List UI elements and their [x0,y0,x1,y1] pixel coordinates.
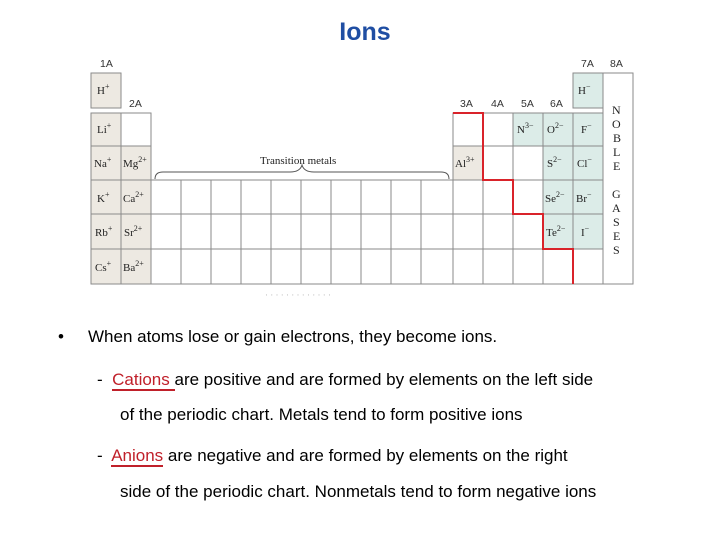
cropped-caption-fragment: · · · · · · · · · · · · · [265,290,331,298]
svg-text:E: E [613,229,621,243]
ion-cl: Cl− [577,155,592,170]
cations-text-2: of the periodic chart. Metals tend to form positive ions [120,405,523,424]
bullet-dot: • [58,327,64,346]
ion-o: $O^{2-}$ [547,121,564,136]
ion-k: K+ [97,190,110,205]
group-header-3a: 3A [460,98,473,110]
ion-al: $Al^{3+}$ [455,155,475,170]
ion-ba: $Ba^{2+}$ [123,259,144,274]
ion-f: F− [581,121,592,136]
group-header-7a: 7A [581,58,594,70]
ion-cs: Cs+ [95,259,112,274]
cations-text-1: are positive and are formed by elements on the left side [174,370,594,389]
anions-text-2: side of the periodic chart. Nonmetals tend to form negative ions [120,482,597,501]
ion-se: $Se^{2-}$ [545,190,565,205]
ion-sr: $Sr^{2+}$ [124,224,143,239]
ion-s: $S^{2-}$ [547,155,562,170]
ion-br: Br− [576,190,592,205]
svg-text:A: A [612,201,621,215]
svg-text:G: G [612,187,621,201]
ion-mg: $Mg^{2+}$ [123,155,147,170]
svg-text:S: S [613,243,620,257]
ion-i: I− [581,224,590,239]
bullet-text: When atoms lose or gain electrons, they become ions. [88,327,498,346]
cations-dash: - [97,370,103,389]
ion-na: Na+ [94,155,112,170]
ion-rb: Rb+ [95,224,113,239]
group-header-6a: 6A [550,98,563,110]
svg-text:O: O [612,117,621,131]
svg-text:N: N [612,103,621,117]
anions-text-1: are negative and are formed by elements on the right [163,446,568,465]
ion-li: Li+ [97,121,112,136]
ion-ca: $Ca^{2+}$ [123,190,144,205]
anions-term: Anions [111,446,164,465]
ion-h-plus: H+ [97,82,110,97]
svg-text:E: E [613,159,621,173]
group-header-8a: 8A [610,58,623,70]
svg-text:L: L [613,145,621,159]
ion-n: $N^{3-}$ [517,121,534,136]
svg-text:B: B [613,131,622,145]
ion-h-minus: H− [578,82,591,97]
group-header-1a: 1A [100,58,113,70]
transition-metals-block [151,155,453,284]
group-header-5a: 5A [521,98,534,110]
transition-metals-label: Transition metals [260,155,337,167]
svg-text:S: S [613,215,620,229]
slide-title: Ions [339,18,391,46]
ion-te: $Te^{2-}$ [546,224,566,239]
group-header-4a: 4A [491,98,504,110]
group-header-2a: 2A [129,98,142,110]
anions-line-1 [97,446,568,466]
cations-line-1 [97,370,593,390]
cations-term: Cations [112,370,175,389]
periodic-table [85,52,635,298]
anions-dash: - [97,446,103,465]
